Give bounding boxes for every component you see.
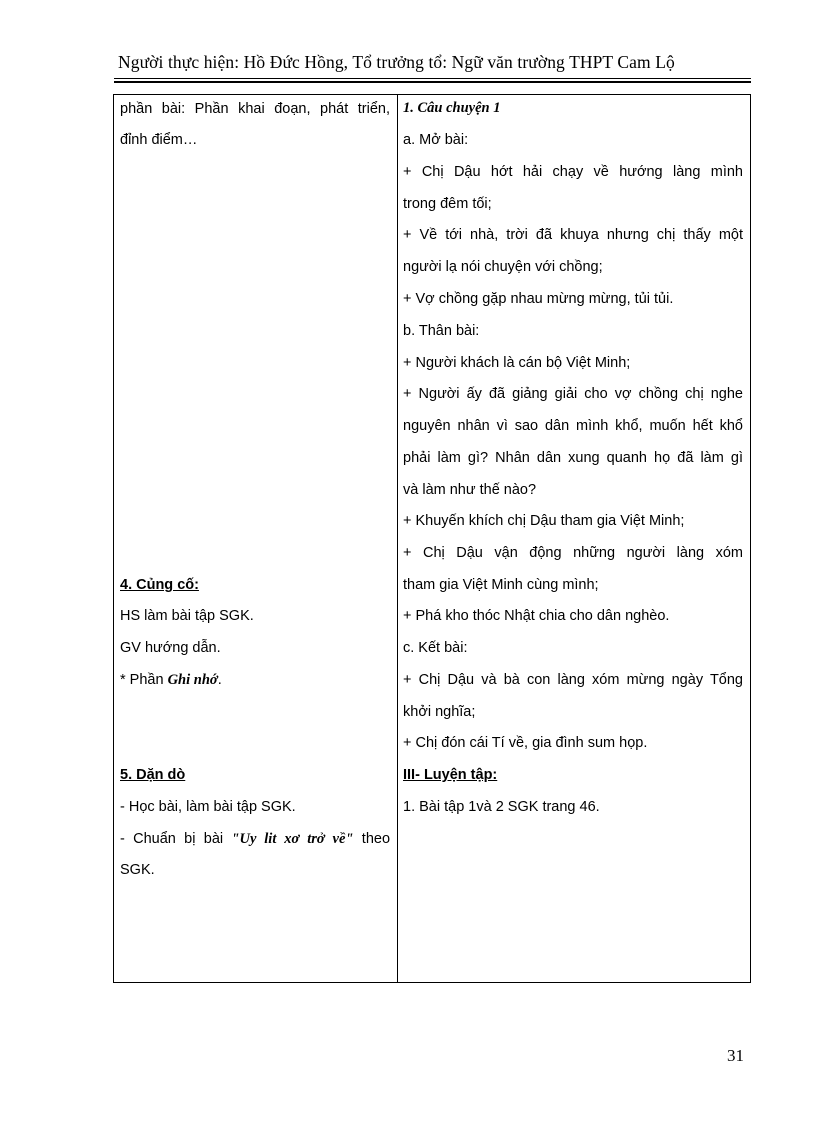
ketbai-heading: c. Kết bài: [403,640,468,656]
page-number: 31 [727,1046,744,1065]
right-text-line: + Về tới nhà, trời đã khuya nhưng chị thấy một [403,227,743,243]
right-text-line: phải làm gì? Nhân dân xung quanh họ đã làm gì [403,450,743,466]
header-rule-thin [114,78,751,79]
dando-prefix: - Chuẩn bị bài [120,831,232,847]
right-text-line: + Khuyến khích chị Dậu tham gia Việt Minh; [403,513,685,529]
story-heading: 1. Câu chuyện 1 [403,100,501,116]
cungco-heading: 4. Củng cố: [120,577,199,593]
right-text-line: + Chị Dậu vận động những người làng xóm [403,545,743,561]
dando-title: "Uy lit xơ trở về" [231,831,354,847]
right-text-line: tham gia Việt Minh cùng mình; [403,577,599,593]
right-text-line: + Người ấy đã giảng giải cho vợ chồng chị nghe [403,386,743,402]
left-text-line: đỉnh điểm… [120,132,198,148]
right-text-line: khởi nghĩa; [403,704,476,720]
right-text-line: + Vợ chồng gặp nhau mừng mừng, tủi tủi. [403,291,674,307]
right-text-line: và làm như thế nào? [403,482,537,498]
ghinho-prefix: * Phần [120,672,168,688]
right-text-line: + Người khách là cán bộ Việt Minh; [403,355,631,371]
thanbai-heading: b. Thân bài: [403,323,480,339]
right-text-line: nguyên nhân vì sao dân mình khổ, muốn hết khổ [403,418,743,434]
right-text-line: trong đêm tối; [403,196,492,212]
left-text-line: - Học bài, làm bài tập SGK. [120,799,296,815]
right-text-line: + Chị Dậu và bà con làng xóm mừng ngày Tổng [403,672,743,688]
column-divider [397,95,398,982]
left-text-line: phần bài: Phần khai đoạn, phát triển, [120,101,390,117]
dando-line [120,829,390,849]
mobai-heading: a. Mở bài: [403,132,469,148]
ghinho-line [120,670,222,690]
dando-suffix: theo [353,831,391,847]
right-text-line: + Phá kho thóc Nhật chia cho dân nghèo. [403,608,670,624]
ghinho-suffix: . [217,672,222,688]
ghinho-label: Ghi nhớ [167,672,218,688]
luyentap-heading: III- Luyện tập: [403,767,498,783]
left-text-line: SGK. [120,862,155,878]
header-rule-thick [114,81,751,83]
dando-heading: 5. Dặn dò [120,767,186,783]
lesson-table [113,94,751,983]
right-text-line: 1. Bài tập 1và 2 SGK trang 46. [403,799,600,815]
left-text-line: HS làm bài tập SGK. [120,608,254,624]
right-text-line: + Chị đón cái Tí về, gia đình sum họp. [403,735,648,751]
left-text-line: GV hướng dẫn. [120,640,221,656]
right-text-line: + Chị Dậu hớt hải chạy về hướng làng mình [403,164,743,180]
page-header: Người thực hiện: Hồ Đức Hồng, Tổ trưởng tổ: Ngữ văn trường THPT Cam Lộ [118,52,675,72]
right-text-line: người lạ nói chuyện với chồng; [403,259,603,275]
